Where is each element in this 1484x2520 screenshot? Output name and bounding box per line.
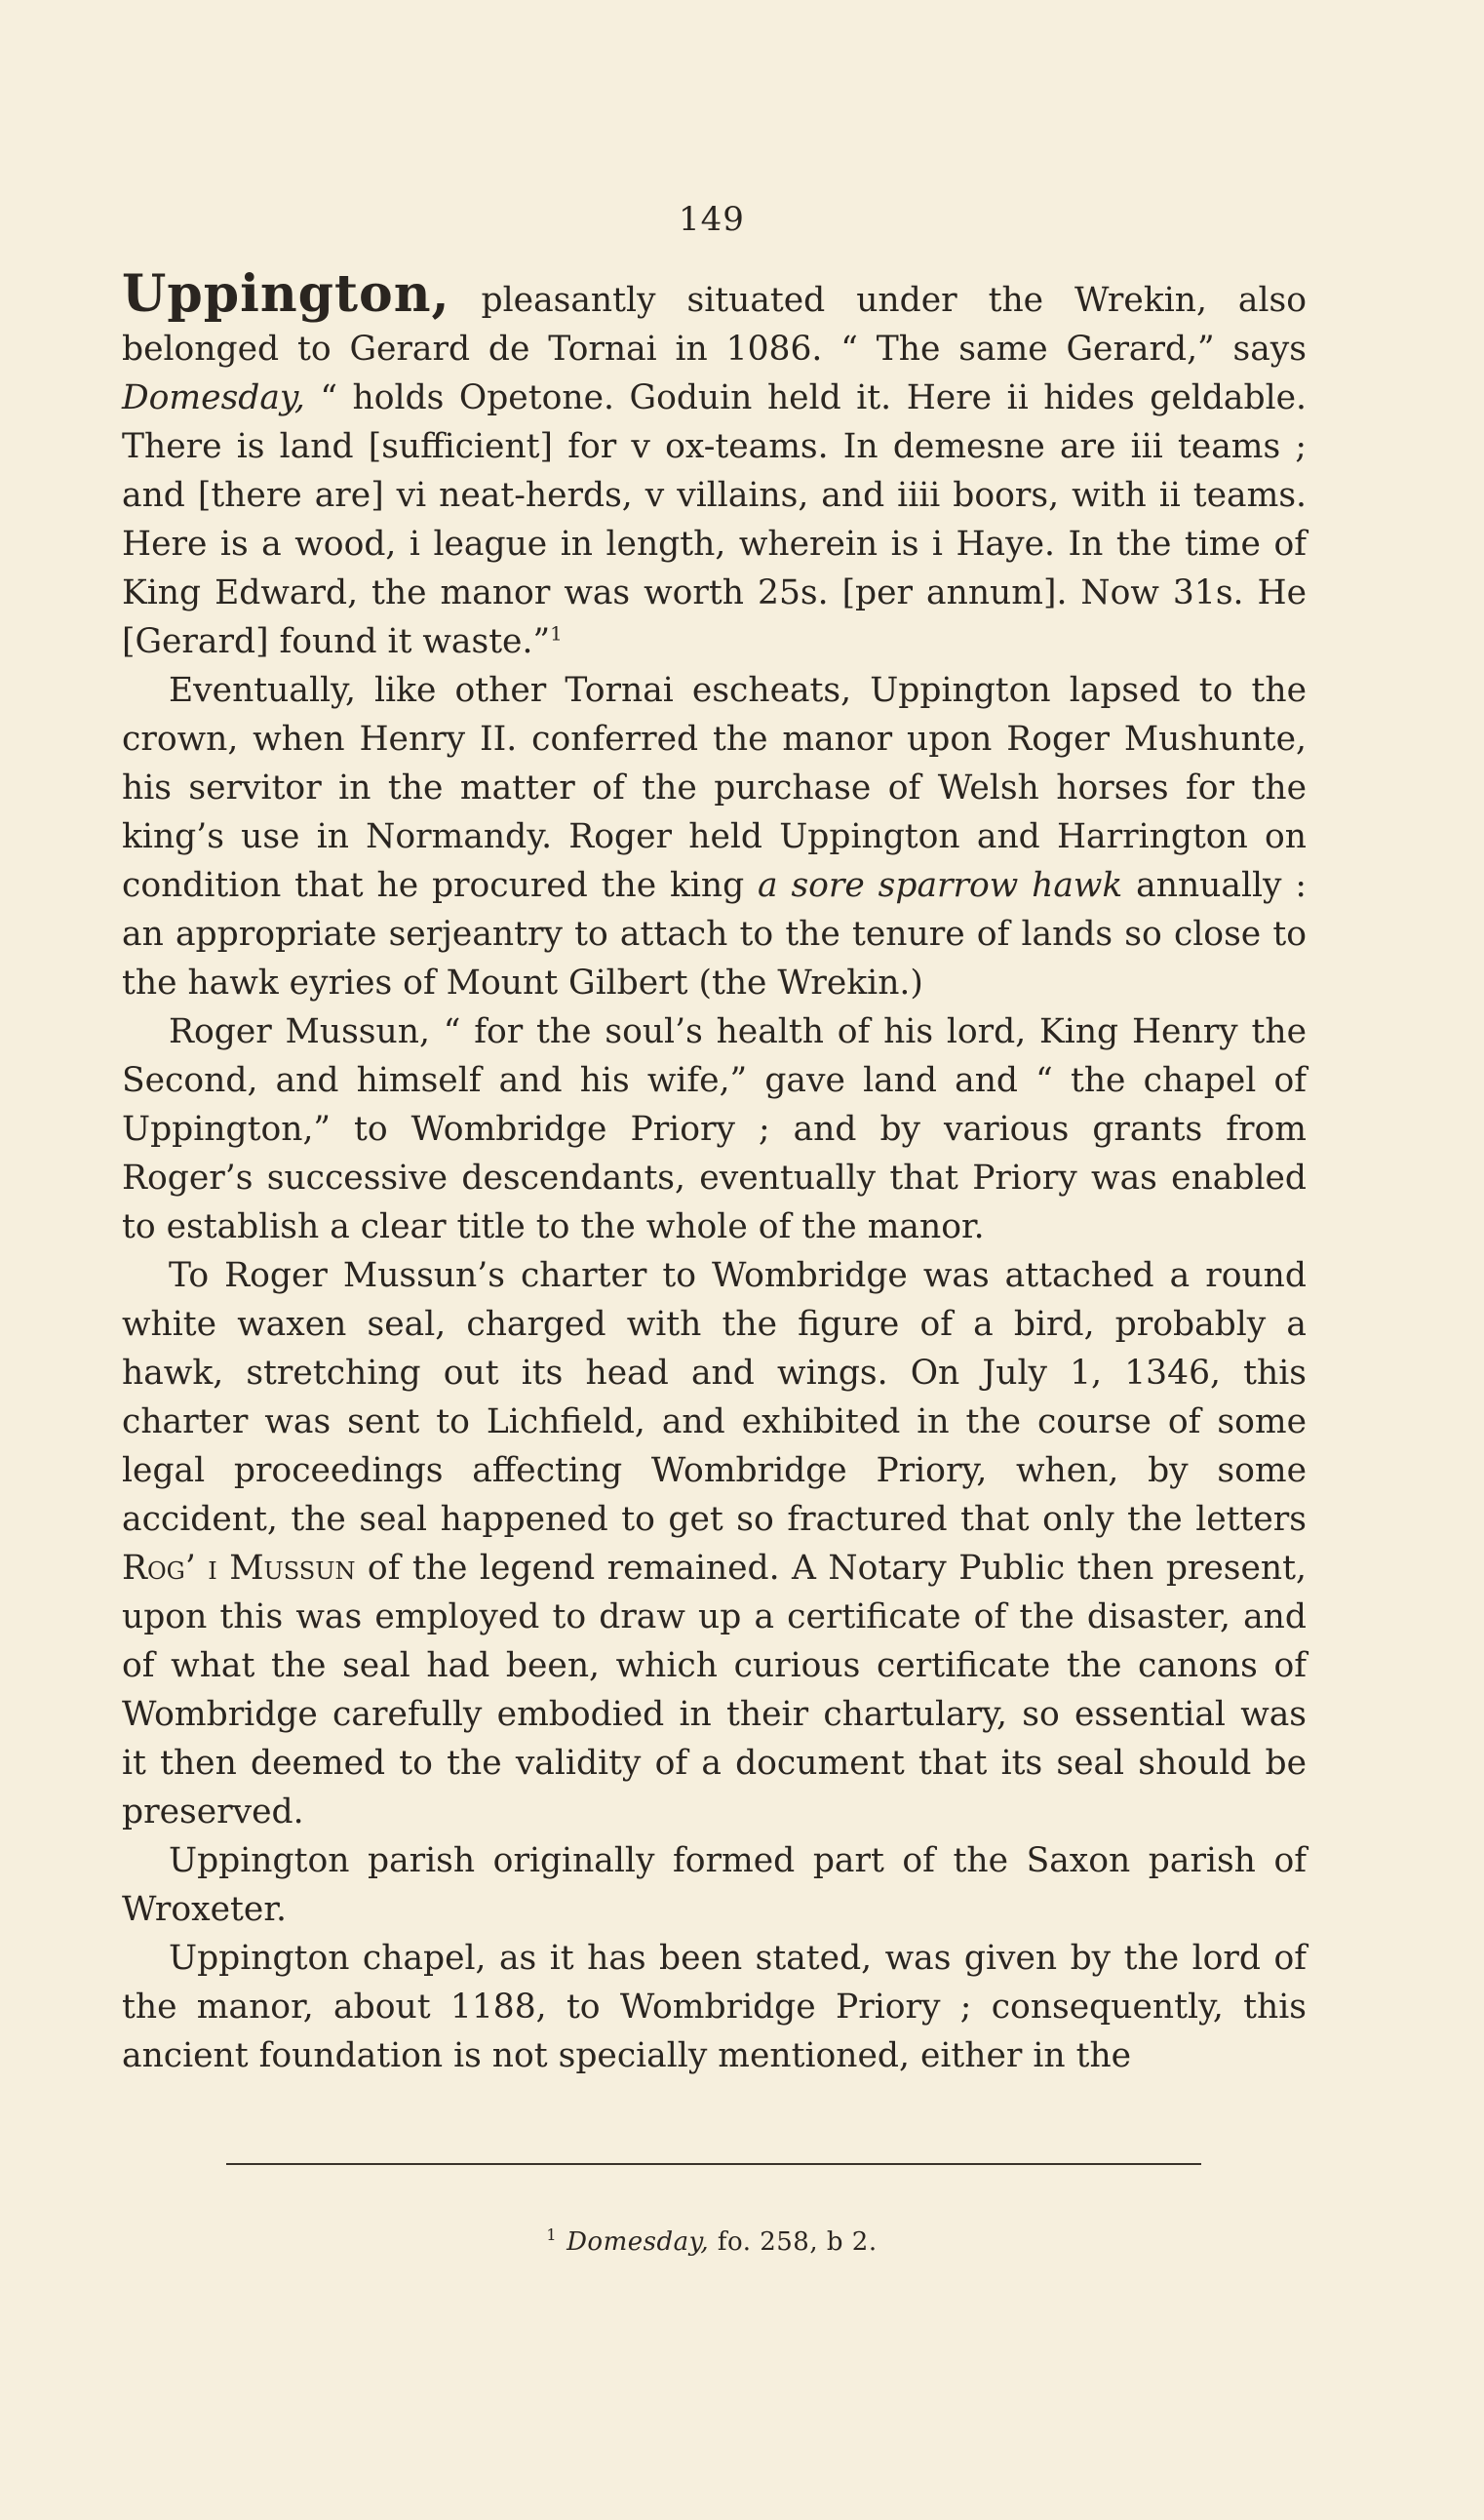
text-run: “ holds Opetone. Goduin held it. Here ii hides geldable. There is land [sufficient] for v ox-teams. In demesne are iii teams ; and [there are] vi neat-herds, v villains, and iiii boors, with ii teams. Here is a wood, i league in length, wherein is i Haye. In the time of King Edward, the manor was worth 25s. [per annum]. Now 31s. He [Gerard] found it waste.” xyxy=(122,378,1307,661)
text-run: of the legend remained. A Notary Public then present, upon this was employed to draw up a certificate of the disaster, and of what the seal had been, which curious certificate the canons of Wombridge carefully embodied in their chartulary, so essential was it then deemed to the validity of a document that its seal should be preserved. xyxy=(122,1549,1307,1831)
body-text xyxy=(122,264,1307,2080)
text-run: Uppington chapel, as it has been stated, was given by the lord of the manor, about 1188, to Wombridge Priory ; consequently, this ancient foundation is not specially mentioned, either in the xyxy=(122,1939,1307,2075)
footnote-source: Domesday, xyxy=(566,2227,710,2257)
text-run: Roger Mussun, “ for the soul’s health of his lord, King Henry the Second, and himself and his wife,” gave land and “ the chapel of Uppington,” to Wombridge Priory ; and by various grants from Roger’s successive descendants, eventually that Priory was enabled to establish a clear title to the whole of the manor. xyxy=(122,1012,1307,1246)
text-run: To Roger Mussun’s charter to Wombridge was attached a round white waxen seal, charged with the figure of a bird, probably a hawk, stretching out its head and wings. On July 1, 1346, this charter was sent to Lichfield, and exhibited in the course of some legal proceedings affecting Wombridge Priory, when, by some accident, the seal happened to get so fractured that only the letters xyxy=(122,1256,1307,1539)
footnote-text: fo. 258, b 2. xyxy=(709,2227,878,2257)
text-run: Eventually, like other Tornai escheats, Uppington lapsed to the crown, when Henry II. conferred the manor upon Roger Mushunte, his servitor in the matter of the purchase of Welsh horses for the king’s use in Normandy. Roger held Uppington and Harrington on condition that he procured the king xyxy=(122,671,1307,905)
italic-phrase: a sore sparrow hawk xyxy=(758,866,1123,905)
blackletter-heading: Uppington, xyxy=(122,264,450,324)
footnote-mark: 1 xyxy=(546,2225,558,2245)
footnote xyxy=(0,2227,1424,2257)
paragraph-uppington-intro xyxy=(122,264,1307,666)
page-number: 149 xyxy=(679,200,745,239)
text-run: Uppington parish originally formed part of the Saxon parish of Wroxeter. xyxy=(122,1841,1307,1929)
footnote-divider xyxy=(226,2163,1201,2165)
paragraph-parish xyxy=(122,1836,1307,1934)
footnote-reference: 1 xyxy=(550,621,563,646)
small-caps-legend: Rog’ i Mussun xyxy=(122,1549,356,1588)
text-run: annually : an appropriate serjeantry to attach to the tenure of lands so close to the hawk eyries of Mount Gilbert (the Wrekin.) xyxy=(122,866,1307,1003)
paragraph-roger-mussun xyxy=(122,1007,1307,1251)
paragraph-chapel xyxy=(122,1934,1307,2080)
italic-title: Domesday, xyxy=(122,378,305,417)
paragraph-seal xyxy=(122,1251,1307,1836)
paragraph-escheat xyxy=(122,666,1307,1007)
text-run: pleasantly situated under the Wrekin, also belonged to Gerard de Tornai in 1086. “ The same Gerard,” says xyxy=(122,281,1307,369)
